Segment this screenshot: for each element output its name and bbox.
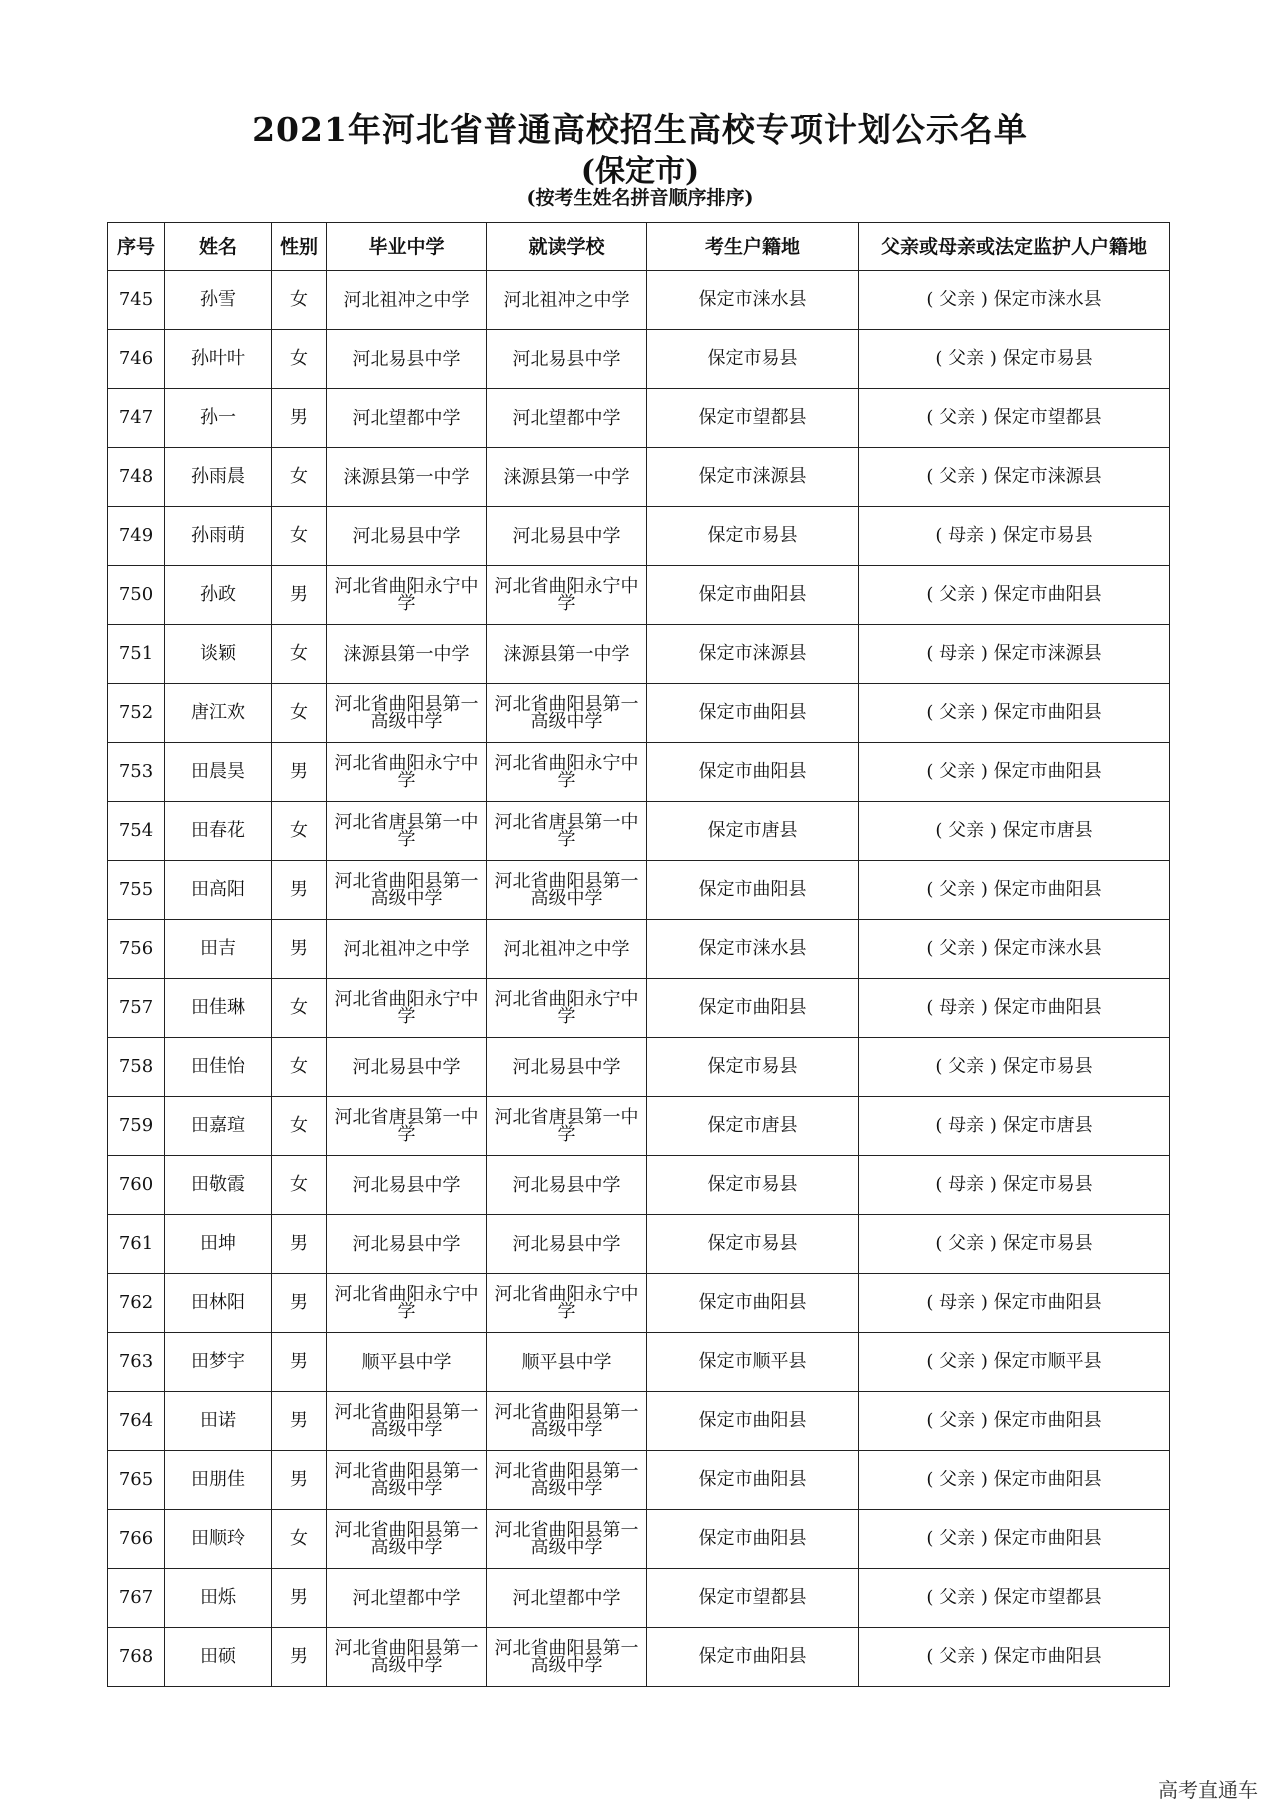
cell-name: 孙雪	[165, 271, 272, 330]
table-row	[108, 1628, 1170, 1687]
cell-name: 田春花	[165, 802, 272, 861]
cell-gender: 女	[272, 330, 327, 389]
cell-name: 田敬霞	[165, 1156, 272, 1215]
cell-index: 746	[108, 330, 165, 389]
cell-current-school: 河北易县中学	[487, 1215, 647, 1274]
table-row	[108, 1333, 1170, 1392]
cell-gender: 女	[272, 802, 327, 861]
cell-candidate-hukou: 保定市易县	[647, 507, 859, 566]
cell-guardian-hukou: ( 父亲 ) 保定市曲阳县	[859, 1392, 1170, 1451]
cell-graduated-school: 涞源县第一中学	[327, 625, 487, 684]
cell-name: 孙雨晨	[165, 448, 272, 507]
cell-current-school: 河北省唐县第一中学	[487, 802, 647, 861]
cell-name: 田朋佳	[165, 1451, 272, 1510]
cell-guardian-hukou: ( 父亲 ) 保定市易县	[859, 1038, 1170, 1097]
col-header-current-school: 就读学校	[487, 223, 647, 271]
cell-graduated-school: 河北祖冲之中学	[327, 920, 487, 979]
cell-name: 田佳琳	[165, 979, 272, 1038]
col-header-name: 姓名	[165, 223, 272, 271]
cell-name: 孙一	[165, 389, 272, 448]
table-row	[108, 1097, 1170, 1156]
cell-index: 759	[108, 1097, 165, 1156]
cell-current-school: 河北省曲阳永宁中学	[487, 1274, 647, 1333]
table-row	[108, 1038, 1170, 1097]
document-title: 2021年河北省普通高校招生高校专项计划公示名单	[252, 110, 1028, 149]
cell-guardian-hukou: ( 父亲 ) 保定市易县	[859, 1215, 1170, 1274]
watermark-text: 高考直通车	[1158, 1778, 1258, 1802]
cell-guardian-hukou: ( 母亲 ) 保定市易县	[859, 507, 1170, 566]
cell-index: 766	[108, 1510, 165, 1569]
table-row	[108, 566, 1170, 625]
cell-gender: 女	[272, 271, 327, 330]
cell-name: 孙政	[165, 566, 272, 625]
table-row	[108, 1215, 1170, 1274]
cell-name: 田高阳	[165, 861, 272, 920]
cell-graduated-school: 河北省曲阳县第一高级中学	[327, 1451, 487, 1510]
cell-index: 755	[108, 861, 165, 920]
table-row	[108, 1510, 1170, 1569]
cell-gender: 男	[272, 861, 327, 920]
cell-candidate-hukou: 保定市曲阳县	[647, 743, 859, 802]
cell-current-school: 河北易县中学	[487, 330, 647, 389]
cell-name: 田佳怡	[165, 1038, 272, 1097]
cell-candidate-hukou: 保定市望都县	[647, 389, 859, 448]
table-row	[108, 330, 1170, 389]
cell-candidate-hukou: 保定市涞源县	[647, 448, 859, 507]
cell-gender: 男	[272, 1451, 327, 1510]
cell-current-school: 河北省曲阳永宁中学	[487, 566, 647, 625]
cell-name: 唐江欢	[165, 684, 272, 743]
cell-name: 孙叶叶	[165, 330, 272, 389]
cell-candidate-hukou: 保定市涞水县	[647, 920, 859, 979]
cell-graduated-school: 河北望都中学	[327, 389, 487, 448]
cell-gender: 男	[272, 1274, 327, 1333]
cell-gender: 男	[272, 389, 327, 448]
cell-current-school: 河北望都中学	[487, 389, 647, 448]
cell-current-school: 河北易县中学	[487, 1038, 647, 1097]
cell-guardian-hukou: ( 父亲 ) 保定市涞源县	[859, 448, 1170, 507]
cell-graduated-school: 河北省曲阳永宁中学	[327, 566, 487, 625]
cell-guardian-hukou: ( 母亲 ) 保定市涞源县	[859, 625, 1170, 684]
cell-name: 田梦宇	[165, 1333, 272, 1392]
cell-candidate-hukou: 保定市唐县	[647, 1097, 859, 1156]
cell-candidate-hukou: 保定市涞源县	[647, 625, 859, 684]
cell-index: 754	[108, 802, 165, 861]
cell-graduated-school: 涞源县第一中学	[327, 448, 487, 507]
cell-graduated-school: 河北省曲阳县第一高级中学	[327, 1510, 487, 1569]
col-header-graduated-school: 毕业中学	[327, 223, 487, 271]
cell-candidate-hukou: 保定市曲阳县	[647, 566, 859, 625]
cell-candidate-hukou: 保定市顺平县	[647, 1333, 859, 1392]
cell-candidate-hukou: 保定市曲阳县	[647, 1274, 859, 1333]
cell-graduated-school: 河北省唐县第一中学	[327, 1097, 487, 1156]
cell-guardian-hukou: ( 父亲 ) 保定市曲阳县	[859, 1451, 1170, 1510]
table-row	[108, 271, 1170, 330]
cell-current-school: 河北省唐县第一中学	[487, 1097, 647, 1156]
cell-gender: 男	[272, 1392, 327, 1451]
cell-current-school: 河北省曲阳永宁中学	[487, 979, 647, 1038]
cell-gender: 男	[272, 1333, 327, 1392]
cell-index: 756	[108, 920, 165, 979]
cell-current-school: 河北祖冲之中学	[487, 271, 647, 330]
cell-graduated-school: 河北祖冲之中学	[327, 271, 487, 330]
cell-gender: 女	[272, 507, 327, 566]
cell-name: 谈颖	[165, 625, 272, 684]
cell-current-school: 涞源县第一中学	[487, 625, 647, 684]
cell-guardian-hukou: ( 父亲 ) 保定市唐县	[859, 802, 1170, 861]
cell-name: 田林阳	[165, 1274, 272, 1333]
cell-index: 748	[108, 448, 165, 507]
cell-current-school: 河北祖冲之中学	[487, 920, 647, 979]
cell-graduated-school: 顺平县中学	[327, 1333, 487, 1392]
cell-index: 752	[108, 684, 165, 743]
cell-gender: 男	[272, 920, 327, 979]
table-row	[108, 507, 1170, 566]
cell-index: 763	[108, 1333, 165, 1392]
table-header-row	[108, 223, 1170, 271]
cell-guardian-hukou: ( 父亲 ) 保定市涞水县	[859, 920, 1170, 979]
cell-gender: 女	[272, 1510, 327, 1569]
cell-graduated-school: 河北省唐县第一中学	[327, 802, 487, 861]
table-row	[108, 979, 1170, 1038]
cell-candidate-hukou: 保定市易县	[647, 1038, 859, 1097]
cell-current-school: 河北省曲阳县第一高级中学	[487, 1451, 647, 1510]
table-row	[108, 861, 1170, 920]
cell-graduated-school: 河北易县中学	[327, 1038, 487, 1097]
cell-graduated-school: 河北易县中学	[327, 1215, 487, 1274]
cell-candidate-hukou: 保定市唐县	[647, 802, 859, 861]
table-row	[108, 684, 1170, 743]
cell-index: 768	[108, 1628, 165, 1687]
cell-candidate-hukou: 保定市曲阳县	[647, 1451, 859, 1510]
cell-name: 田晨昊	[165, 743, 272, 802]
cell-graduated-school: 河北易县中学	[327, 330, 487, 389]
cell-name: 孙雨萌	[165, 507, 272, 566]
cell-guardian-hukou: ( 父亲 ) 保定市涞水县	[859, 271, 1170, 330]
table-row	[108, 1392, 1170, 1451]
city-subtitle: (保定市)	[580, 154, 700, 189]
cell-current-school: 河北省曲阳永宁中学	[487, 743, 647, 802]
sort-note: (按考生姓名拼音顺序排序)	[526, 187, 754, 209]
cell-current-school: 河北省曲阳县第一高级中学	[487, 684, 647, 743]
cell-guardian-hukou: ( 父亲 ) 保定市曲阳县	[859, 743, 1170, 802]
cell-current-school: 河北省曲阳县第一高级中学	[487, 1510, 647, 1569]
cell-candidate-hukou: 保定市曲阳县	[647, 1392, 859, 1451]
table-row	[108, 1451, 1170, 1510]
cell-name: 田坤	[165, 1215, 272, 1274]
cell-graduated-school: 河北省曲阳县第一高级中学	[327, 1392, 487, 1451]
cell-candidate-hukou: 保定市曲阳县	[647, 979, 859, 1038]
cell-index: 765	[108, 1451, 165, 1510]
table-row	[108, 1156, 1170, 1215]
cell-candidate-hukou: 保定市易县	[647, 1215, 859, 1274]
cell-name: 田嘉瑄	[165, 1097, 272, 1156]
table-row	[108, 625, 1170, 684]
cell-candidate-hukou: 保定市易县	[647, 1156, 859, 1215]
col-header-candidate-hukou: 考生户籍地	[647, 223, 859, 271]
cell-gender: 男	[272, 743, 327, 802]
cell-gender: 男	[272, 566, 327, 625]
cell-gender: 女	[272, 979, 327, 1038]
cell-current-school: 河北省曲阳县第一高级中学	[487, 1392, 647, 1451]
cell-index: 767	[108, 1569, 165, 1628]
cell-candidate-hukou: 保定市易县	[647, 330, 859, 389]
cell-current-school: 河北望都中学	[487, 1569, 647, 1628]
table-row	[108, 920, 1170, 979]
cell-guardian-hukou: ( 父亲 ) 保定市曲阳县	[859, 1510, 1170, 1569]
cell-guardian-hukou: ( 父亲 ) 保定市曲阳县	[859, 566, 1170, 625]
cell-candidate-hukou: 保定市望都县	[647, 1569, 859, 1628]
cell-guardian-hukou: ( 母亲 ) 保定市曲阳县	[859, 979, 1170, 1038]
cell-current-school: 河北易县中学	[487, 507, 647, 566]
cell-index: 750	[108, 566, 165, 625]
cell-graduated-school: 河北省曲阳县第一高级中学	[327, 684, 487, 743]
cell-candidate-hukou: 保定市曲阳县	[647, 861, 859, 920]
cell-index: 745	[108, 271, 165, 330]
cell-current-school: 河北易县中学	[487, 1156, 647, 1215]
cell-guardian-hukou: ( 母亲 ) 保定市易县	[859, 1156, 1170, 1215]
cell-name: 田硕	[165, 1628, 272, 1687]
cell-graduated-school: 河北省曲阳县第一高级中学	[327, 861, 487, 920]
cell-gender: 男	[272, 1628, 327, 1687]
cell-current-school: 涞源县第一中学	[487, 448, 647, 507]
table-row	[108, 448, 1170, 507]
col-header-gender: 性别	[272, 223, 327, 271]
cell-index: 747	[108, 389, 165, 448]
cell-graduated-school: 河北省曲阳永宁中学	[327, 743, 487, 802]
cell-candidate-hukou: 保定市曲阳县	[647, 1510, 859, 1569]
cell-graduated-school: 河北省曲阳永宁中学	[327, 1274, 487, 1333]
cell-guardian-hukou: ( 母亲 ) 保定市曲阳县	[859, 1274, 1170, 1333]
cell-name: 田诺	[165, 1392, 272, 1451]
cell-index: 749	[108, 507, 165, 566]
cell-current-school: 顺平县中学	[487, 1333, 647, 1392]
table-row	[108, 389, 1170, 448]
cell-index: 751	[108, 625, 165, 684]
col-header-guardian-hukou: 父亲或母亲或法定监护人户籍地	[859, 223, 1170, 271]
cell-guardian-hukou: ( 父亲 ) 保定市曲阳县	[859, 684, 1170, 743]
cell-name: 田顺玲	[165, 1510, 272, 1569]
table-row	[108, 802, 1170, 861]
cell-index: 758	[108, 1038, 165, 1097]
cell-candidate-hukou: 保定市曲阳县	[647, 684, 859, 743]
cell-guardian-hukou: ( 母亲 ) 保定市唐县	[859, 1097, 1170, 1156]
cell-graduated-school: 河北易县中学	[327, 507, 487, 566]
cell-graduated-school: 河北省曲阳永宁中学	[327, 979, 487, 1038]
cell-gender: 女	[272, 1156, 327, 1215]
cell-candidate-hukou: 保定市涞水县	[647, 271, 859, 330]
cell-name: 田吉	[165, 920, 272, 979]
cell-gender: 男	[272, 1215, 327, 1274]
cell-gender: 女	[272, 1097, 327, 1156]
cell-index: 760	[108, 1156, 165, 1215]
cell-index: 757	[108, 979, 165, 1038]
cell-graduated-school: 河北望都中学	[327, 1569, 487, 1628]
cell-guardian-hukou: ( 父亲 ) 保定市望都县	[859, 1569, 1170, 1628]
cell-current-school: 河北省曲阳县第一高级中学	[487, 861, 647, 920]
cell-guardian-hukou: ( 父亲 ) 保定市顺平县	[859, 1333, 1170, 1392]
cell-guardian-hukou: ( 父亲 ) 保定市曲阳县	[859, 1628, 1170, 1687]
table-row	[108, 1274, 1170, 1333]
cell-current-school: 河北省曲阳县第一高级中学	[487, 1628, 647, 1687]
cell-gender: 男	[272, 1569, 327, 1628]
table-row	[108, 1569, 1170, 1628]
cell-guardian-hukou: ( 父亲 ) 保定市望都县	[859, 389, 1170, 448]
cell-guardian-hukou: ( 父亲 ) 保定市曲阳县	[859, 861, 1170, 920]
cell-index: 762	[108, 1274, 165, 1333]
cell-gender: 女	[272, 625, 327, 684]
cell-candidate-hukou: 保定市曲阳县	[647, 1628, 859, 1687]
table-row	[108, 743, 1170, 802]
cell-name: 田烁	[165, 1569, 272, 1628]
cell-index: 764	[108, 1392, 165, 1451]
cell-gender: 女	[272, 448, 327, 507]
cell-index: 753	[108, 743, 165, 802]
cell-graduated-school: 河北易县中学	[327, 1156, 487, 1215]
candidate-table	[107, 222, 1170, 1687]
col-header-index: 序号	[108, 223, 165, 271]
cell-gender: 女	[272, 1038, 327, 1097]
cell-graduated-school: 河北省曲阳县第一高级中学	[327, 1628, 487, 1687]
cell-gender: 女	[272, 684, 327, 743]
cell-index: 761	[108, 1215, 165, 1274]
cell-guardian-hukou: ( 父亲 ) 保定市易县	[859, 330, 1170, 389]
